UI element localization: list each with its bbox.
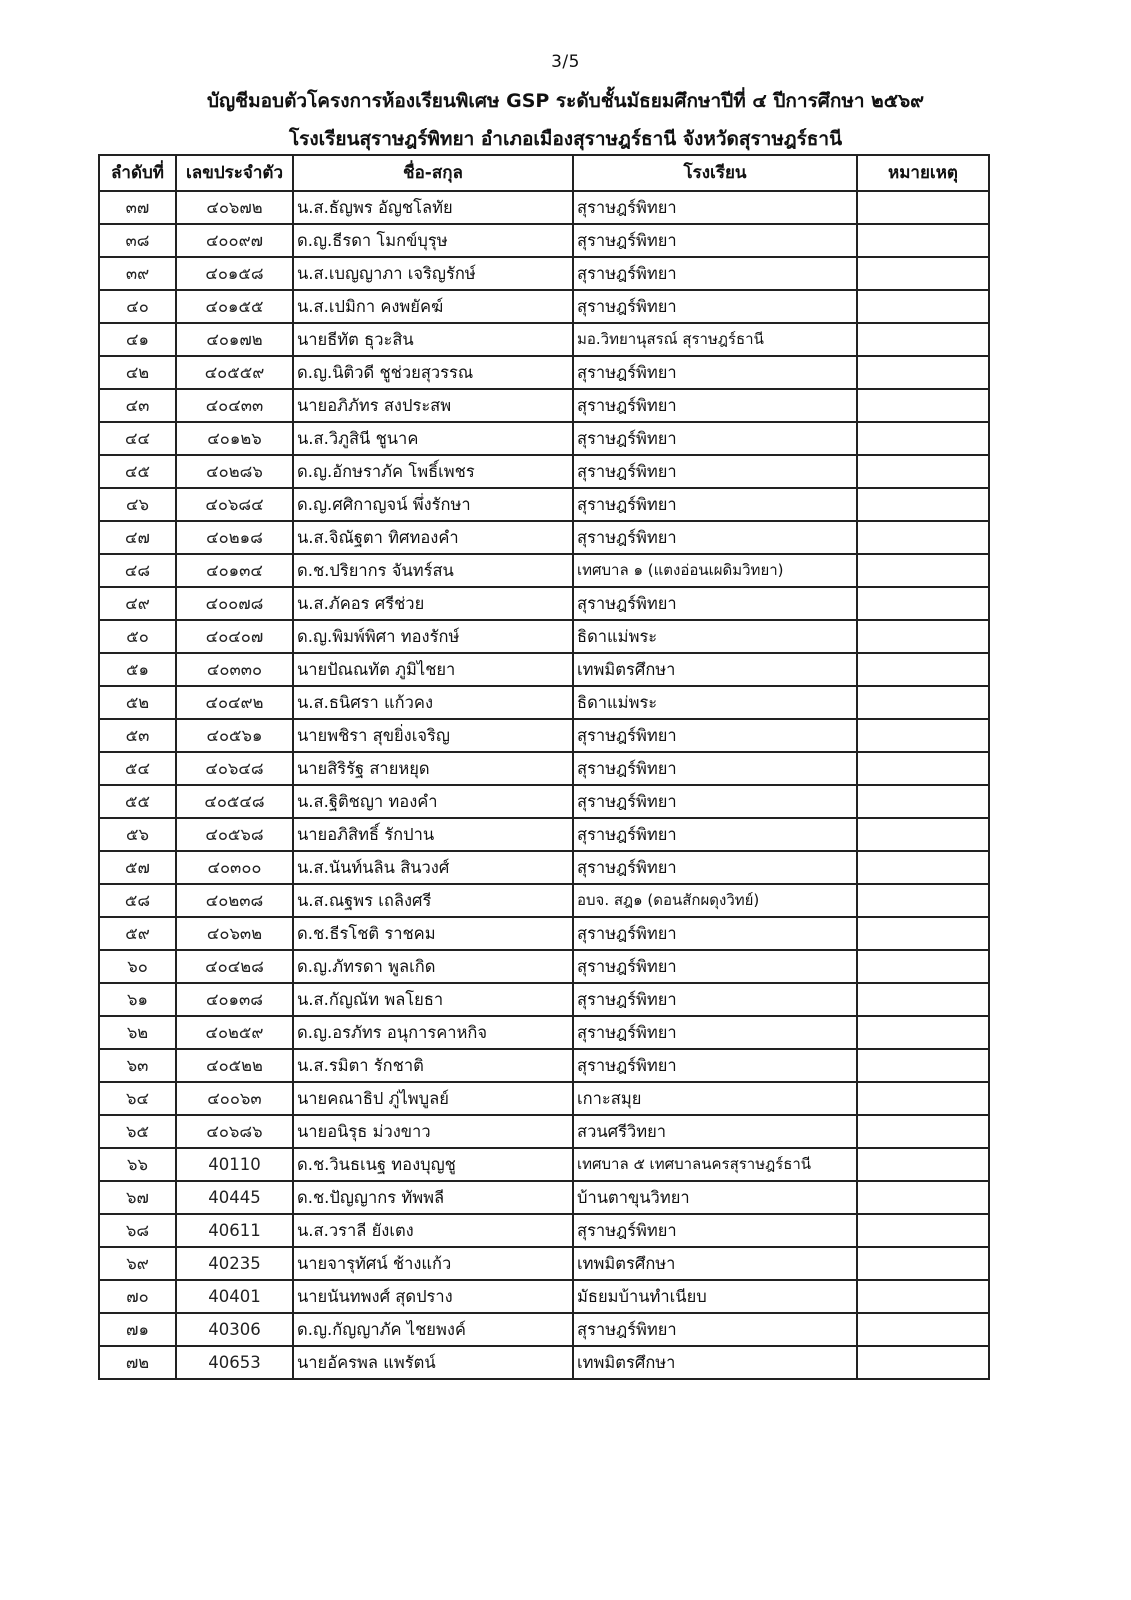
cell-school: มัธยมบ้านทำเนียบ [573, 1280, 857, 1313]
cell-order: ๕๑ [99, 653, 176, 686]
cell-student-id: ๔๐๔๙๒ [176, 686, 293, 719]
cell-student-id: 40235 [176, 1247, 293, 1280]
table-row [99, 1280, 989, 1313]
cell-name: นายจารุทัศน์ ช้างแก้ว [293, 1247, 573, 1280]
cell-note [857, 1346, 989, 1379]
cell-student-id: ๔๐๐๗๘ [176, 587, 293, 620]
cell-school: ธิดาแม่พระ [573, 686, 857, 719]
table-row [99, 1016, 989, 1049]
table-row [99, 950, 989, 983]
table-row [99, 818, 989, 851]
cell-student-id: ๔๐๕๒๒ [176, 1049, 293, 1082]
cell-name: นายอัครพล แพรัตน์ [293, 1346, 573, 1379]
cell-student-id: ๔๐๔๒๘ [176, 950, 293, 983]
page-number: 3/5 [551, 52, 580, 72]
cell-student-id: ๔๐๑๓๘ [176, 983, 293, 1016]
cell-name: ด.ญ.ภัทรดา พูลเกิด [293, 950, 573, 983]
cell-school: สุราษฎร์พิทยา [573, 950, 857, 983]
cell-note [857, 983, 989, 1016]
cell-school: เทพมิตรศึกษา [573, 653, 857, 686]
cell-school: สุราษฎร์พิทยา [573, 1016, 857, 1049]
table-body [99, 191, 989, 1379]
table-row [99, 884, 989, 917]
cell-student-id: 40445 [176, 1181, 293, 1214]
table-row [99, 224, 989, 257]
cell-school: สุราษฎร์พิทยา [573, 521, 857, 554]
cell-name: น.ส.วิภูสินี ชูนาค [293, 422, 573, 455]
cell-note [857, 1016, 989, 1049]
cell-school: สุราษฎร์พิทยา [573, 191, 857, 224]
cell-name: น.ส.ธัญพร อัญชโลทัย [293, 191, 573, 224]
cell-note [857, 752, 989, 785]
cell-note [857, 1049, 989, 1082]
table-row [99, 422, 989, 455]
cell-name: น.ส.ณฐพร เถลิงศรี [293, 884, 573, 917]
cell-name: ด.ญ.อักษราภัค โพธิ์เพชร [293, 455, 573, 488]
cell-student-id: ๔๐๑๕๘ [176, 257, 293, 290]
cell-note [857, 950, 989, 983]
cell-order: ๖๔ [99, 1082, 176, 1115]
cell-school: เทพมิตรศึกษา [573, 1247, 857, 1280]
cell-order: ๖๘ [99, 1214, 176, 1247]
table-row [99, 785, 989, 818]
cell-note [857, 653, 989, 686]
cell-name: น.ส.นันท์นลิน สินวงศ์ [293, 851, 573, 884]
student-roster-table [98, 154, 990, 1380]
cell-note [857, 851, 989, 884]
cell-order: ๕๘ [99, 884, 176, 917]
cell-student-id: ๔๐๒๕๙ [176, 1016, 293, 1049]
cell-note [857, 554, 989, 587]
cell-school: มอ.วิทยานุสรณ์ สุราษฎร์ธานี [573, 323, 857, 356]
cell-note [857, 1247, 989, 1280]
cell-school: สุราษฎร์พิทยา [573, 917, 857, 950]
cell-student-id: ๔๐๐๙๗ [176, 224, 293, 257]
cell-note [857, 686, 989, 719]
table-row [99, 983, 989, 1016]
cell-student-id: ๔๐๒๘๖ [176, 455, 293, 488]
cell-school: สุราษฎร์พิทยา [573, 290, 857, 323]
cell-name: น.ส.ธนิศรา แก้วคง [293, 686, 573, 719]
table-row [99, 191, 989, 224]
table-row [99, 1148, 989, 1181]
cell-school: สุราษฎร์พิทยา [573, 1214, 857, 1247]
cell-student-id: ๔๐๕๖๘ [176, 818, 293, 851]
cell-note [857, 884, 989, 917]
cell-student-id: 40401 [176, 1280, 293, 1313]
cell-student-id: ๔๐๒๓๘ [176, 884, 293, 917]
cell-name: น.ส.รมิตา รักชาติ [293, 1049, 573, 1082]
document-subtitle: โรงเรียนสุราษฎร์พิทยา อำเภอเมืองสุราษฎร์ธานี จังหวัดสุราษฎร์ธานี [288, 128, 843, 150]
cell-name: น.ส.กัญณัท พลโยธา [293, 983, 573, 1016]
cell-order: ๗๒ [99, 1346, 176, 1379]
cell-school: สุราษฎร์พิทยา [573, 224, 857, 257]
cell-note [857, 356, 989, 389]
table-row [99, 257, 989, 290]
cell-note [857, 521, 989, 554]
cell-school: อบจ. สฎ๑ (ดอนสักผดุงวิทย์) [573, 884, 857, 917]
cell-note [857, 488, 989, 521]
cell-name: ด.ญ.นิติวดี ชูช่วยสุวรรณ [293, 356, 573, 389]
cell-student-id: ๔๐๖๗๒ [176, 191, 293, 224]
header-school: โรงเรียน [573, 155, 857, 191]
cell-order: ๕๐ [99, 620, 176, 653]
cell-school: สุราษฎร์พิทยา [573, 851, 857, 884]
cell-name: ด.ช.วินธเนฐ ทองบุญชู [293, 1148, 573, 1181]
cell-school: เทศบาล ๕ เทศบาลนครสุราษฎร์ธานี [573, 1148, 857, 1181]
cell-name: นายนันทพงศ์ สุดปราง [293, 1280, 573, 1313]
header-order: ลำดับที่ [99, 155, 176, 191]
cell-student-id: 40653 [176, 1346, 293, 1379]
cell-order: ๕๖ [99, 818, 176, 851]
cell-order: ๕๔ [99, 752, 176, 785]
cell-order: ๔๕ [99, 455, 176, 488]
cell-note [857, 191, 989, 224]
cell-note [857, 1280, 989, 1313]
cell-student-id: ๔๐๖๔๘ [176, 752, 293, 785]
table-row [99, 719, 989, 752]
cell-name: นายพชิรา สุขยิ่งเจริญ [293, 719, 573, 752]
cell-order: ๕๒ [99, 686, 176, 719]
cell-note [857, 389, 989, 422]
cell-student-id: 40611 [176, 1214, 293, 1247]
table-row [99, 488, 989, 521]
cell-school: สุราษฎร์พิทยา [573, 389, 857, 422]
cell-order: ๗๑ [99, 1313, 176, 1346]
table-row [99, 1247, 989, 1280]
cell-name: ด.ช.ธีรโชติ ราชคม [293, 917, 573, 950]
header-note: หมายเหตุ [857, 155, 989, 191]
cell-order: ๖๙ [99, 1247, 176, 1280]
cell-name: ด.ญ.ศศิกาญจน์ พึ่งรักษา [293, 488, 573, 521]
cell-school: บ้านตาขุนวิทยา [573, 1181, 857, 1214]
cell-note [857, 785, 989, 818]
cell-student-id: ๔๐๒๑๘ [176, 521, 293, 554]
table-row [99, 356, 989, 389]
table-row [99, 290, 989, 323]
table-row [99, 1049, 989, 1082]
table-row [99, 1181, 989, 1214]
cell-order: ๖๑ [99, 983, 176, 1016]
cell-order: ๔๖ [99, 488, 176, 521]
cell-school: สุราษฎร์พิทยา [573, 257, 857, 290]
cell-school: สุราษฎร์พิทยา [573, 785, 857, 818]
cell-student-id: ๔๐๓๐๐ [176, 851, 293, 884]
cell-note [857, 1115, 989, 1148]
cell-name: ด.ญ.กัญญาภัค ไชยพงค์ [293, 1313, 573, 1346]
cell-school: เทศบาล ๑ (แตงอ่อนเผดิมวิทยา) [573, 554, 857, 587]
cell-student-id: ๔๐๑๓๔ [176, 554, 293, 587]
cell-order: ๔๔ [99, 422, 176, 455]
cell-school: สวนศรีวิทยา [573, 1115, 857, 1148]
cell-student-id: ๔๐๑๕๕ [176, 290, 293, 323]
cell-student-id: 40306 [176, 1313, 293, 1346]
cell-name: ด.ช.ปัญญากร ทัพพลี [293, 1181, 573, 1214]
cell-student-id: ๔๐๕๖๑ [176, 719, 293, 752]
cell-name: นายปัณณทัต ภูมิไชยา [293, 653, 573, 686]
cell-name: นายอภิภัทร สงประสพ [293, 389, 573, 422]
cell-school: สุราษฎร์พิทยา [573, 1049, 857, 1082]
cell-order: ๕๙ [99, 917, 176, 950]
cell-student-id: ๔๐๕๕๙ [176, 356, 293, 389]
cell-school: สุราษฎร์พิทยา [573, 983, 857, 1016]
cell-school: สุราษฎร์พิทยา [573, 818, 857, 851]
cell-order: ๓๘ [99, 224, 176, 257]
cell-note [857, 1214, 989, 1247]
cell-student-id: ๔๐๑๗๒ [176, 323, 293, 356]
table-row [99, 1082, 989, 1115]
cell-name: นายธีทัต ธุวะสิน [293, 323, 573, 356]
cell-order: ๓๙ [99, 257, 176, 290]
cell-note [857, 1181, 989, 1214]
cell-order: ๖๓ [99, 1049, 176, 1082]
cell-school: สุราษฎร์พิทยา [573, 422, 857, 455]
cell-order: ๕๗ [99, 851, 176, 884]
cell-name: นายอภิสิทธิ์ รักปาน [293, 818, 573, 851]
cell-student-id: ๔๐๑๒๖ [176, 422, 293, 455]
cell-school: สุราษฎร์พิทยา [573, 488, 857, 521]
cell-name: นายคณาธิป ภู่ไพบูลย์ [293, 1082, 573, 1115]
cell-note [857, 1313, 989, 1346]
table-row [99, 917, 989, 950]
table-row [99, 752, 989, 785]
cell-student-id: ๔๐๐๖๓ [176, 1082, 293, 1115]
cell-note [857, 1148, 989, 1181]
cell-school: สุราษฎร์พิทยา [573, 356, 857, 389]
header-name: ชื่อ-สกุล [293, 155, 573, 191]
cell-note [857, 620, 989, 653]
table-row [99, 389, 989, 422]
cell-name: ด.ช.ปริยากร จันทร์สน [293, 554, 573, 587]
cell-name: ด.ญ.พิมพ์พิศา ทองรักษ์ [293, 620, 573, 653]
cell-order: ๔๑ [99, 323, 176, 356]
cell-order: ๔๐ [99, 290, 176, 323]
cell-order: ๕๕ [99, 785, 176, 818]
cell-student-id: ๔๐๕๔๘ [176, 785, 293, 818]
table-row [99, 620, 989, 653]
document-title: บัญชีมอบตัวโครงการห้องเรียนพิเศษ GSP ระดับชั้นมัธยมศึกษาปีที่ ๔ ปีการศึกษา ๒๕๖๙ [206, 90, 925, 112]
cell-student-id: ๔๐๖๘๖ [176, 1115, 293, 1148]
cell-order: ๔๙ [99, 587, 176, 620]
cell-school: ธิดาแม่พระ [573, 620, 857, 653]
cell-order: ๔๒ [99, 356, 176, 389]
cell-name: นายอนิรุธ ม่วงขาว [293, 1115, 573, 1148]
table-row [99, 455, 989, 488]
cell-name: นายสิริรัฐ สายหยุด [293, 752, 573, 785]
table-row [99, 686, 989, 719]
table-row [99, 1313, 989, 1346]
cell-school: สุราษฎร์พิทยา [573, 752, 857, 785]
cell-name: น.ส.จิณัฐตา ทิศทองคำ [293, 521, 573, 554]
table-row [99, 323, 989, 356]
cell-name: น.ส.ภัคอร ศรีช่วย [293, 587, 573, 620]
cell-student-id: ๔๐๖๓๒ [176, 917, 293, 950]
table-row [99, 1346, 989, 1379]
cell-name: น.ส.ฐิติชญา ทองคำ [293, 785, 573, 818]
table-row [99, 587, 989, 620]
cell-name: ด.ญ.ธีรดา โมกข์บุรุษ [293, 224, 573, 257]
cell-order: ๖๐ [99, 950, 176, 983]
cell-name: น.ส.เปมิกา คงพยัคฆ์ [293, 290, 573, 323]
cell-school: สุราษฎร์พิทยา [573, 455, 857, 488]
cell-order: ๕๓ [99, 719, 176, 752]
cell-note [857, 917, 989, 950]
cell-order: ๖๗ [99, 1181, 176, 1214]
cell-school: สุราษฎร์พิทยา [573, 587, 857, 620]
cell-note [857, 1082, 989, 1115]
cell-name: น.ส.วราลี ยังเตง [293, 1214, 573, 1247]
table-row [99, 851, 989, 884]
cell-name: น.ส.เบญญาภา เจริญรักษ์ [293, 257, 573, 290]
cell-order: ๔๓ [99, 389, 176, 422]
cell-school: เทพมิตรศึกษา [573, 1346, 857, 1379]
table-row [99, 521, 989, 554]
cell-student-id: ๔๐๔๐๗ [176, 620, 293, 653]
table-row [99, 1115, 989, 1148]
cell-order: ๓๗ [99, 191, 176, 224]
header-student-id: เลขประจำตัว [176, 155, 293, 191]
cell-student-id: ๔๐๖๘๔ [176, 488, 293, 521]
cell-student-id: ๔๐๔๓๓ [176, 389, 293, 422]
cell-order: ๔๘ [99, 554, 176, 587]
cell-order: ๖๒ [99, 1016, 176, 1049]
cell-order: ๖๕ [99, 1115, 176, 1148]
cell-note [857, 323, 989, 356]
table-row [99, 653, 989, 686]
cell-student-id: 40110 [176, 1148, 293, 1181]
cell-note [857, 290, 989, 323]
cell-note [857, 587, 989, 620]
cell-note [857, 257, 989, 290]
table-header-row [99, 155, 989, 191]
cell-name: ด.ญ.อรภัทร อนุการคาหกิจ [293, 1016, 573, 1049]
cell-note [857, 422, 989, 455]
cell-school: สุราษฎร์พิทยา [573, 1313, 857, 1346]
table-row [99, 1214, 989, 1247]
cell-school: สุราษฎร์พิทยา [573, 719, 857, 752]
cell-school: เกาะสมุย [573, 1082, 857, 1115]
cell-order: ๗๐ [99, 1280, 176, 1313]
table-row [99, 554, 989, 587]
cell-note [857, 224, 989, 257]
cell-note [857, 455, 989, 488]
cell-note [857, 719, 989, 752]
cell-student-id: ๔๐๓๓๐ [176, 653, 293, 686]
cell-order: ๖๖ [99, 1148, 176, 1181]
cell-order: ๔๗ [99, 521, 176, 554]
cell-note [857, 818, 989, 851]
